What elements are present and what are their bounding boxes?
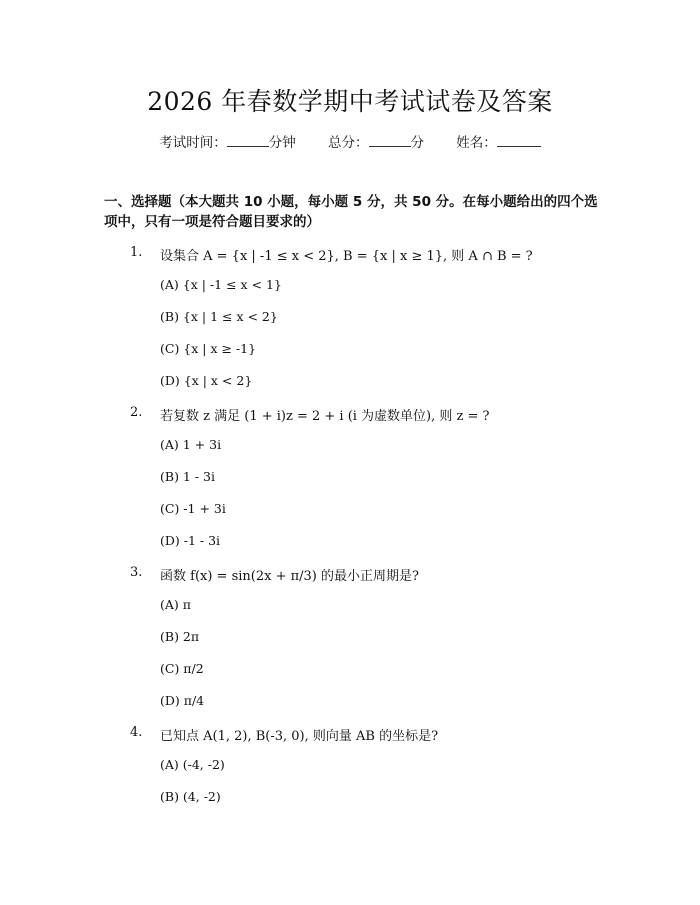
total-score-field: 总分： 分 <box>328 135 424 151</box>
option-c[interactable]: (C) -1 + 3i <box>160 501 226 516</box>
section-heading: 一、选择题（本大题共 10 小题，每小题 5 分，共 50 分。在每小题给出的四个选 项中，只有一项是符合题目要求的） <box>104 194 598 230</box>
option-d[interactable]: (D) π/4 <box>160 693 205 708</box>
student-name-blank[interactable] <box>497 134 541 147</box>
question-text: 已知点 A(1, 2), B(-3, 0), 则向量 AB 的坐标是? <box>160 729 439 744</box>
option-a[interactable]: (A) {x | -1 ≤ x < 1} <box>160 277 282 292</box>
option-b[interactable]: (B) 1 - 3i <box>160 469 215 484</box>
exam-time-blank[interactable] <box>227 134 269 147</box>
option-b[interactable]: (B) 2π <box>160 629 200 644</box>
question-text: 函数 f(x) = sin(2x + π/3) 的最小正周期是? <box>160 569 419 584</box>
question-number: 3. <box>130 565 143 580</box>
question-text: 设集合 A = {x | -1 ≤ x < 2}, B = {x | x ≥ 1}, 则 A ∩ B = ? <box>160 249 533 264</box>
option-c[interactable]: (C) π/2 <box>160 661 204 676</box>
option-b[interactable]: (B) {x | 1 ≤ x < 2} <box>160 309 278 324</box>
option-c[interactable]: (C) {x | x ≥ -1} <box>160 341 257 356</box>
student-name-field: 姓名： <box>456 131 541 151</box>
option-a[interactable]: (A) 1 + 3i <box>160 437 222 452</box>
option-d[interactable]: (D) {x | x < 2} <box>160 373 253 388</box>
exam-title: 2026 年春数学期中考试试卷及答案 <box>147 87 553 116</box>
option-a[interactable]: (A) (-4, -2) <box>160 757 225 772</box>
option-b[interactable]: (B) (4, -2) <box>160 789 221 804</box>
option-a[interactable]: (A) π <box>160 597 191 612</box>
exam-time-field: 考试时间： 分钟 <box>159 135 296 151</box>
total-score-blank[interactable] <box>369 134 411 147</box>
question-number: 4. <box>130 725 143 740</box>
question-text: 若复数 z 满足 (1 + i)z = 2 + i (i 为虚数单位), 则 z = ? <box>160 409 490 424</box>
exam-info-line <box>0 131 700 151</box>
option-d[interactable]: (D) -1 - 3i <box>160 533 221 548</box>
question-number: 2. <box>130 405 143 420</box>
question-number: 1. <box>130 245 143 260</box>
